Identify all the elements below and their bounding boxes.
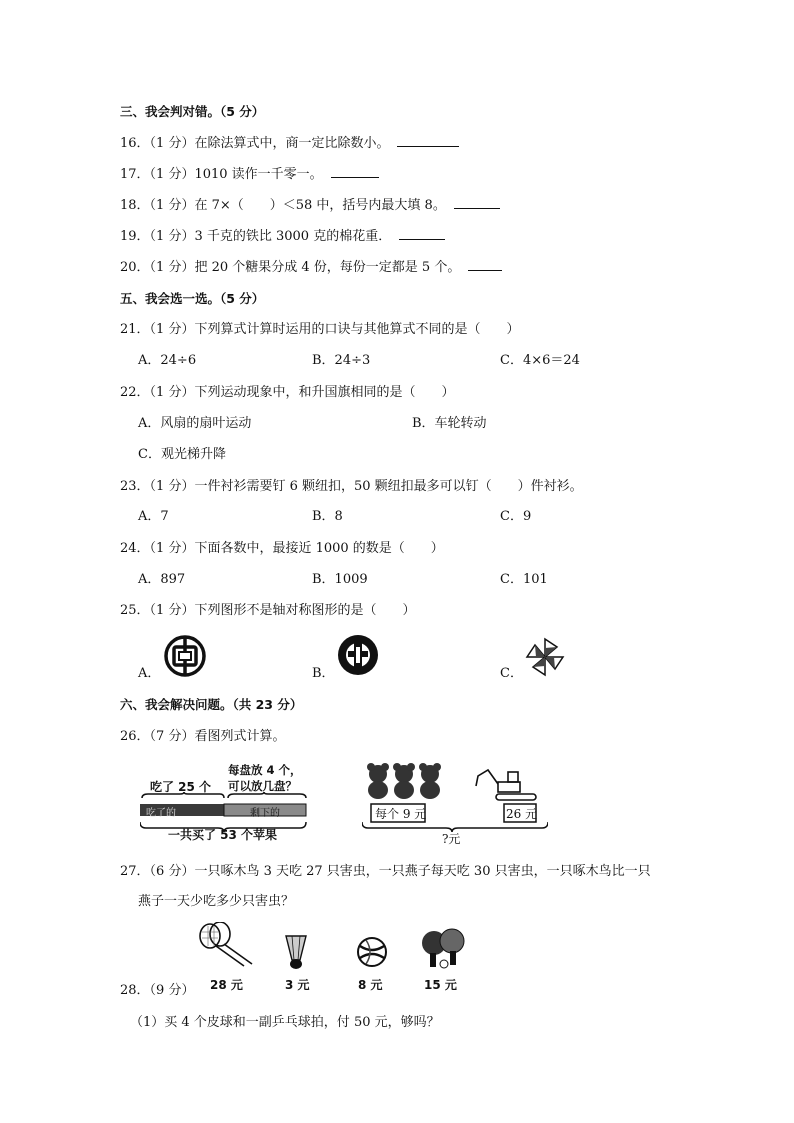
question-21-stem: 21．（1 分）下列算式计算时运用的口诀与其他算式不同的是（ ）: [120, 322, 520, 337]
option-c[interactable]: C．: [500, 666, 523, 681]
option-b[interactable]: B．1009: [312, 572, 368, 587]
question-24-stem: 24．（1 分）下面各数中，最接近 1000 的数是（ ）: [120, 541, 444, 556]
option-b[interactable]: B．: [312, 666, 335, 681]
option-b[interactable]: B．车轮转动: [412, 416, 487, 431]
option-b[interactable]: B．24÷3: [312, 353, 371, 368]
shuttlecock-icon: [283, 932, 309, 972]
eaten-label: 吃了 25 个: [150, 780, 212, 794]
option-c[interactable]: C．4×6＝24: [500, 353, 580, 368]
section-title-judge: 三、我会判对错。（5 分）: [120, 104, 265, 119]
question-20: [120, 258, 502, 277]
bear-price-label: 每个 9 元: [375, 807, 427, 821]
option-a[interactable]: A．897: [138, 572, 186, 587]
question-text: 16．（1 分）在除法算式中，商一定比除数小。: [120, 136, 390, 151]
option-a[interactable]: A．24÷6: [138, 353, 197, 368]
question-22-stem: 22．（1 分）下列运动现象中，和升国旗相同的是（ ）: [120, 385, 455, 400]
pinwheel-icon: [522, 636, 568, 678]
answer-blank[interactable]: [454, 196, 500, 209]
answer-blank[interactable]: [468, 258, 502, 271]
plate-question-label: 每盘放 4 个， 可以放几盘？: [228, 763, 302, 793]
badminton-racket-icon: [194, 922, 256, 968]
ball-icon: [356, 936, 388, 968]
question-27-line1: 27．（6 分）一只啄木鸟 3 天吃 27 只害虫，一只燕子每天吃 30 只害虫，一只啄木鸟比一只: [120, 864, 651, 879]
question-28-sub1: （1）买 4 个皮球和一副乒乓球拍，付 50 元，够吗？: [130, 1015, 440, 1030]
option-a[interactable]: A．: [138, 666, 161, 681]
question-text: 17．（1 分）1010 读作一千零一。: [120, 167, 323, 182]
question-23-stem: 23．（1 分）一件衬衫需要钉 6 颗纽扣，50 颗纽扣最多可以钉（ ）件衬衫。: [120, 479, 583, 494]
question-text: 18．（1 分）在 7×（ ）＜58 中，括号内最大填 8。: [120, 198, 446, 213]
ball-price: 8 元: [358, 978, 383, 992]
section-title-choice: 五、我会选一选。（5 分）: [120, 291, 265, 306]
icbc-logo-icon: [336, 633, 380, 677]
option-b[interactable]: B．8: [312, 509, 343, 524]
racket-price: 28 元: [210, 978, 243, 992]
option-c[interactable]: C．观光梯升降: [138, 447, 226, 462]
question-27-line2: 燕子一天少吃多少只害虫？: [138, 894, 295, 909]
question-text: 19．（1 分）3 千克的铁比 3000 克的棉花重．: [120, 229, 392, 244]
bank-of-china-logo-icon: [164, 635, 206, 677]
section-title-problems: 六、我会解决问题。（共 23 分）: [120, 697, 303, 712]
question-19: [120, 227, 445, 246]
question-text: 20．（1 分）把 20 个糖果分成 4 份，每份一定都是 5 个。: [120, 260, 461, 275]
bar-remaining-label: 剩下的: [250, 808, 280, 819]
answer-blank[interactable]: [397, 134, 459, 147]
option-c[interactable]: C．9: [500, 509, 532, 524]
answer-blank[interactable]: [331, 165, 379, 178]
question-17: [120, 165, 379, 184]
shuttlecock-price: 3 元: [285, 978, 310, 992]
question-18: [120, 196, 500, 215]
answer-blank[interactable]: [399, 227, 445, 240]
option-a[interactable]: A．7: [138, 509, 169, 524]
question-28-stem: 28．（9 分）: [120, 983, 195, 998]
toy-total-label: ?元: [442, 832, 461, 846]
ping-pong-paddle-icon: [420, 928, 468, 972]
paddle-price: 15 元: [424, 978, 457, 992]
apple-total-label: 一共买了 53 个苹果: [168, 828, 278, 842]
question-25-stem: 25．（1 分）下列图形不是轴对称图形的是（ ）: [120, 603, 416, 618]
question-26-stem: 26．（7 分）看图列式计算。: [120, 729, 286, 744]
bar-eaten-label: 吃了的: [146, 808, 176, 819]
option-c[interactable]: C．101: [500, 572, 548, 587]
question-16: [120, 134, 459, 153]
option-a[interactable]: A．风扇的扇叶运动: [138, 416, 252, 431]
excavator-price-label: 26 元: [506, 807, 538, 821]
